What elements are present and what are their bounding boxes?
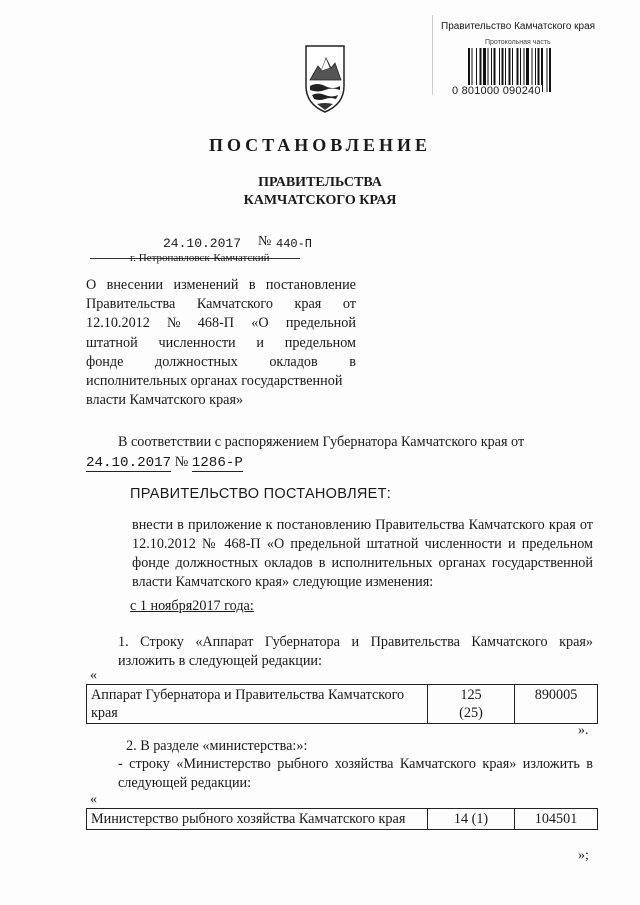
salary-fund-cell: 890005 [515, 685, 598, 724]
word: № [167, 315, 181, 332]
document-date: 24.10.2017 [163, 236, 242, 251]
word: численности [158, 334, 236, 351]
document-city: г. Петропавловск-Камчатский [130, 252, 270, 264]
subject-line-1 [86, 276, 356, 295]
effective-date-heading: с 1 ноября2017 года: [130, 598, 254, 614]
staff-table-1 [86, 684, 598, 724]
subject-line-5 [86, 353, 356, 372]
document-number: 440-П [276, 237, 313, 251]
item-2-heading: 2. В разделе «министерства:»: [126, 738, 308, 754]
document-subject [86, 276, 356, 410]
basis-number: 1286-Р [191, 455, 243, 471]
word: должностных [154, 353, 238, 370]
stamp-section: Протокольная часть [485, 39, 551, 46]
close-quote-2: »; [578, 848, 589, 863]
word: предельной [285, 315, 356, 332]
org-name-cell: Аппарат Губернатора и Правительства Камчатского края [87, 685, 428, 724]
word: изменений [173, 277, 239, 293]
subject-line-7: власти Камчатского края» [86, 392, 244, 409]
subject-line-3 [86, 314, 356, 333]
basis-text: В соответствии с распоряжением Губернатора Камчатского края от [118, 434, 525, 450]
org-name-cell: Министерство рыбного хозяйства Камчатского края [87, 809, 428, 830]
word: фонде [86, 353, 124, 370]
word: в [349, 353, 356, 370]
item-1-text: 1. Строку «Аппарат Губернатора и Правительства Камчатского края» изложить в следующей редакции: [118, 634, 593, 669]
close-quote-1: ». [578, 723, 589, 738]
barcode-bar [549, 48, 551, 92]
table-row [87, 685, 598, 724]
word: предельном [284, 334, 356, 351]
stamp-organization: Правительство Камчатского края [441, 21, 596, 32]
staff-table-2 [86, 808, 598, 830]
registration-stamp [432, 15, 608, 95]
number-sign: № [258, 234, 272, 249]
subject-line-4 [86, 334, 356, 353]
staff-count-cell: 14 (1) [428, 809, 515, 830]
issuer-line-2: КАМЧАТСКОГО КРАЯ [243, 193, 397, 208]
word: О [86, 277, 97, 293]
intro-text: внести в приложение к постановлению Правительства Камчатского края от 12.10.2012 № 468-П «О предельной штатной численности и предельном фонде должностных окладов в исполнительных органах государственной власти Камчатского края» следующие изменения: [132, 517, 593, 590]
barcode-bar [547, 48, 548, 92]
word: 468-П [197, 315, 235, 332]
item-1-paragraph [90, 633, 593, 671]
issuer-line-1: ПРАВИТЕЛЬСТВА [258, 175, 382, 190]
word: 12.10.2012 [86, 315, 150, 332]
table-row [87, 809, 598, 830]
item-2a-paragraph [90, 755, 593, 793]
word: Камчатского [196, 296, 273, 313]
document-title: ПОСТАНОВЛЕНИЕ [208, 135, 432, 155]
word: внесении [106, 277, 164, 293]
staff-count-sub: (25) [459, 705, 483, 721]
barcode-number: 0 801000 090240 [452, 85, 541, 97]
open-quote-1: « [90, 668, 97, 683]
staff-count-cell [428, 685, 515, 724]
subject-line-2 [86, 295, 356, 314]
intro-paragraph [90, 516, 593, 592]
basis-date: 24.10.2017 [86, 455, 172, 471]
salary-fund-cell: 104501 [515, 809, 598, 830]
word: и [256, 334, 264, 351]
subject-line-6: исполнительных органах государственной [86, 373, 343, 390]
open-quote-2: « [90, 792, 97, 807]
word: в [248, 277, 256, 293]
word: штатной [86, 334, 138, 351]
word: края [294, 296, 322, 313]
word: Правительства [86, 296, 176, 313]
word: окладов [269, 353, 318, 370]
coat-of-arms-emblem [302, 42, 348, 114]
word: от [342, 296, 356, 313]
staff-count: 125 [460, 687, 482, 703]
basis-number-sign: № [174, 454, 189, 470]
item-2a-text: - строку «Министерство рыбного хозяйства Камчатского края» изложить в следующей редакции: [118, 756, 593, 791]
word: «О [251, 315, 269, 332]
basis-reference [86, 454, 243, 471]
decree-statement: ПРАВИТЕЛЬСТВО ПОСТАНОВЛЯЕТ: [130, 486, 392, 502]
word: постановление [265, 277, 356, 293]
